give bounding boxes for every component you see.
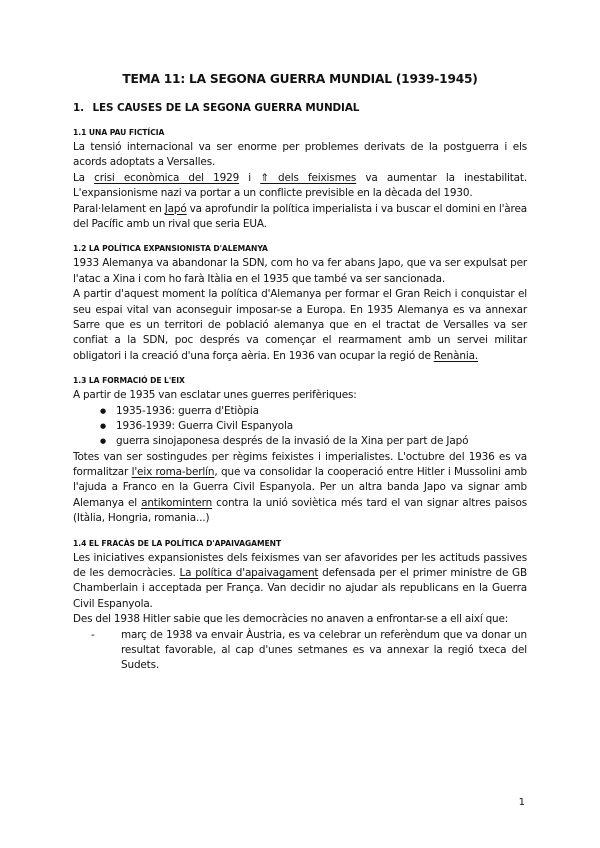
text-run: contra la unió soviètica més tard el van signar altres paisos (Itàlia, Hongria, romania...) bbox=[73, 496, 527, 525]
underlined-term-crisis: crisi econòmica del 1929 bbox=[94, 171, 240, 184]
paragraph-1-1-c bbox=[73, 202, 527, 233]
text-run: defensada per el primer ministre de GB Chamberlain i acceptada per França. Van decidir no ajudar als republicans en la Guerra Civil Espanyola. bbox=[73, 567, 528, 610]
paragraph-1-4-b: Des del 1938 Hitler sabie que les democràcies no anaven a enfrontar-se a ell així que: bbox=[73, 613, 509, 626]
subsection-heading-1-4: 1.4 EL FRACÀS DE LA POLÍTICA D'APAIVAGAMENT bbox=[73, 538, 282, 548]
paragraph-1-4-a bbox=[73, 551, 527, 613]
text-run: Les iniciatives expansionistes dels feixismes van ser afavorides per les actituds passives de les democràcies. bbox=[73, 551, 527, 580]
text-run: A partir d'aquest moment la política d'Alemanya per formar el Gran Reich i conquistar el seu espai vital van aconseguir imposar-se a Europa. En 1935 Alemanya es va annexar Sarre que es un territori de població alemanya que en el tractat de Versalles va ser confiat a la SDN, poc després va començar el rearmament amb un servei militar obligatori i la creació d'una força aèria. En 1936 van ocupar la regió de bbox=[73, 288, 527, 362]
section-heading bbox=[73, 102, 527, 114]
underlined-term-feixismes: ⇑ dels feixismes bbox=[260, 171, 357, 184]
bullet-item: ● 1936-1939: Guerra Civil Espanyola bbox=[100, 419, 527, 434]
dash-item: - març de 1938 va envair Àustria, es va celebrar un referèndum que va donar un resultat favorable, al cap d'unes setmanes es va annexar la regió txeca del Sudets. bbox=[91, 628, 527, 674]
section-number: 1. bbox=[73, 102, 84, 114]
page-content bbox=[73, 72, 527, 674]
text-run: Totes van ser sostingudes per règims feixistes i imperialistes. L'octubre del 1936 es va formalitzar bbox=[73, 450, 527, 478]
bullet-item: ● guerra sinojaponesa després de la invasió de la Xina per part de Japó bbox=[100, 434, 527, 449]
text-run: La bbox=[73, 171, 95, 184]
bullet-list bbox=[73, 404, 527, 450]
underlined-term-japo: Japó bbox=[164, 202, 187, 215]
paragraph-1-2-a: 1933 Alemanya va abandonar la SDN, com ho va fer abans Japo, que va ser expulsat per l'atac a Xina i com ho farà Itàlia en el 1935 que també va ser sancionada. bbox=[73, 257, 527, 285]
paragraph-1-3-a bbox=[73, 450, 527, 527]
underlined-term-eix: l'eix roma-berlín bbox=[131, 465, 215, 478]
subsection-heading-1-1: 1.1 UNA PAU FICTÍCIA bbox=[73, 128, 165, 137]
underlined-term-renania: Renània. bbox=[433, 349, 478, 362]
dash-list bbox=[73, 628, 527, 674]
text-run: va aumentar la inestabilitat. L'expansionisme nazi va portar a un conflicte previsible en la dècada del 1930. bbox=[73, 171, 528, 200]
underlined-term-antikomintern: antikomintern bbox=[141, 496, 213, 509]
text-run: , que va consolidar la cooperació entre Hitler i Mussolini amb l'ajuda a Franco en la Guerra Civil Espanyola. Per un altra banda Japo va signar amb Alemanya el bbox=[73, 465, 527, 509]
paragraph-1-3-intro: A partir de 1935 van esclatar unes guerres perifèriques: bbox=[73, 389, 357, 402]
subsection-heading-1-3: 1.3 LA FORMACIÓ DE L'EIX bbox=[73, 376, 185, 386]
paragraph-1-1-b bbox=[73, 171, 527, 202]
document-title: TEMA 11: LA SEGONA GUERRA MUNDIAL (1939-1945) bbox=[122, 72, 478, 86]
subsection-heading-1-2: 1.2 LA POLÍTICA EXPANSIONISTA D'ALEMANYA bbox=[73, 244, 268, 254]
text-run: Paral·lelament en bbox=[73, 202, 165, 215]
page-number: 1 bbox=[518, 797, 525, 808]
paragraph-1-1-a: La tensió internacional va ser enorme per problemes derivats de la postguerra i els acords adoptats a Versalles. bbox=[73, 141, 527, 169]
bullet-item: ● 1935-1936: guerra d'Etiòpia bbox=[100, 404, 527, 419]
text-run: i bbox=[239, 171, 261, 184]
underlined-term-apaivagament: La política d'apaivagament bbox=[179, 567, 319, 580]
paragraph-1-2-b bbox=[73, 287, 527, 364]
text-run: va aprofundir la política imperialista i va buscar el domini en l'àrea del Pacífic amb un rival que seria EUA. bbox=[73, 202, 527, 231]
section-heading-text: LES CAUSES DE LA SEGONA GUERRA MUNDIAL bbox=[92, 102, 360, 114]
